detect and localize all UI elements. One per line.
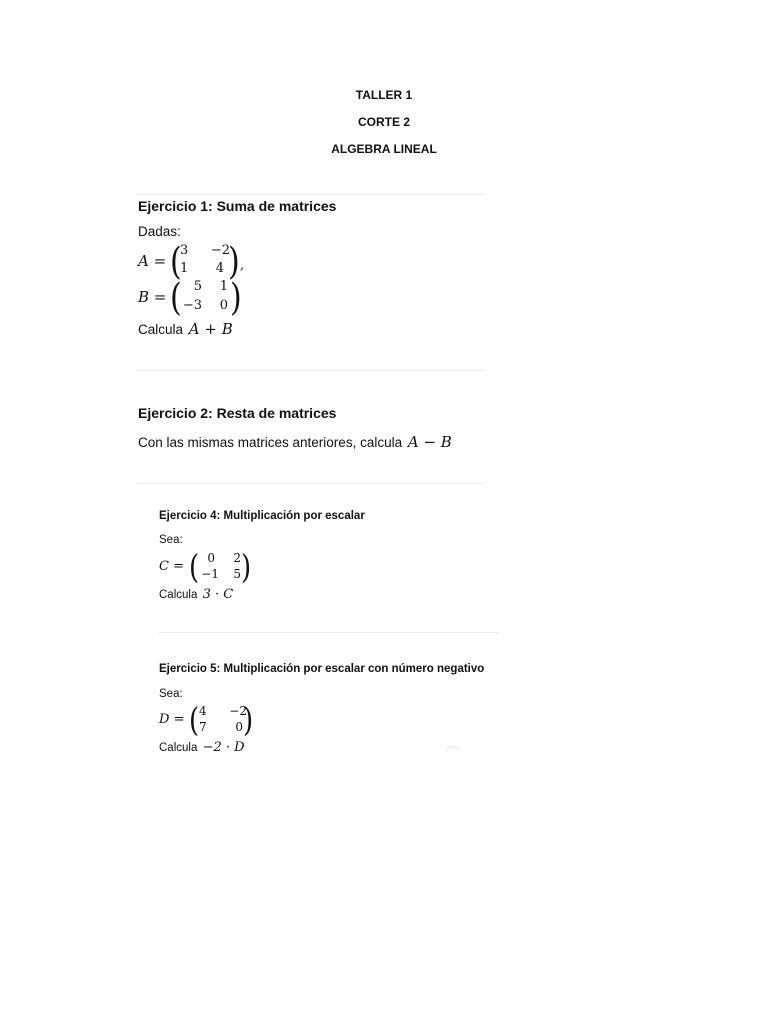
matrix-a-cell: 3 xyxy=(180,243,189,258)
matrix-d-cell: 0 xyxy=(235,720,243,734)
exercise-1-given-label: Dadas: xyxy=(138,224,181,239)
doc-title-subject: ALGEBRA LINEAL xyxy=(331,142,437,156)
matrix-b-cell: −3 xyxy=(182,298,202,313)
exercise-5-given-label: Sea: xyxy=(159,688,183,700)
matrix-d-right-paren: ) xyxy=(243,702,254,740)
exercise-2-expression: A − B xyxy=(407,433,452,451)
matrix-d-left-paren: ( xyxy=(189,702,200,740)
section-divider xyxy=(137,483,485,484)
exercise-1-title: Ejercicio 1: Suma de matrices xyxy=(138,198,337,214)
exercise-2-instruction xyxy=(138,433,452,451)
exercise-5-instruction xyxy=(159,740,245,755)
matrix-b xyxy=(170,276,246,320)
exercise-2-title: Ejercicio 2: Resta de matrices xyxy=(138,405,337,421)
matrix-a-right-paren: ) xyxy=(228,240,240,284)
exercise-4-given-label: Sea: xyxy=(159,534,183,546)
matrix-a-left-paren: ( xyxy=(170,240,182,284)
matrix-d-equation: D = xyxy=(159,712,185,727)
faint-arc-decoration xyxy=(444,746,462,757)
matrix-a-equation: A = xyxy=(138,252,167,270)
matrix-d-cell: 4 xyxy=(199,704,207,718)
matrix-b-cell: 1 xyxy=(219,279,228,294)
matrix-b-cell: 5 xyxy=(193,279,202,294)
exercise-5-title: Ejercicio 5: Multiplicación por escalar con número negativo xyxy=(159,663,485,675)
calc-label: Calcula xyxy=(159,742,198,754)
matrix-c xyxy=(189,549,259,585)
matrix-c-name: C xyxy=(159,559,169,574)
matrix-a-name: A xyxy=(138,252,149,270)
matrix-c-left-paren: ( xyxy=(189,549,200,587)
exercise-1-instruction xyxy=(138,320,233,338)
section-divider xyxy=(137,194,485,195)
matrix-d xyxy=(189,702,259,738)
calc-label: Calcula xyxy=(138,322,184,337)
matrix-a-separator: , xyxy=(240,258,245,273)
section-divider xyxy=(137,370,485,371)
matrix-b-right-paren: ) xyxy=(230,276,242,320)
exercise-4-title: Ejercicio 4: Multiplicación por escalar xyxy=(159,510,365,522)
exercise-4-instruction xyxy=(159,587,233,602)
matrix-b-left-paren: ( xyxy=(170,276,182,320)
matrix-c-cell: −1 xyxy=(201,567,219,581)
doc-title-taller: TALLER 1 xyxy=(355,88,413,102)
matrix-c-cell: 2 xyxy=(233,551,241,565)
matrix-c-right-paren: ) xyxy=(241,549,252,587)
exercise-4-expression: 3 · C xyxy=(202,587,234,602)
matrix-a-cell: −2 xyxy=(210,243,230,258)
matrix-b-equation: B = xyxy=(138,288,167,306)
section-divider xyxy=(159,632,499,633)
matrix-c-cell: 0 xyxy=(207,551,215,565)
doc-title-corte: CORTE 2 xyxy=(357,115,410,129)
matrix-d-cell: 7 xyxy=(199,720,207,734)
matrix-d-cell: −2 xyxy=(229,704,247,718)
matrix-a xyxy=(170,240,246,284)
matrix-b-cell: 0 xyxy=(219,298,228,313)
exercise-1-expression: A + B xyxy=(188,320,233,338)
matrix-b-name: B xyxy=(138,288,150,306)
matrix-a-cell: 1 xyxy=(180,261,189,276)
exercise-5-expression: −2 · D xyxy=(202,740,245,755)
matrix-c-cell: 5 xyxy=(233,567,241,581)
matrix-d-name: D xyxy=(159,712,170,727)
calc-label: Calcula xyxy=(159,589,198,601)
matrix-c-equation: C = xyxy=(159,559,184,574)
exercise-2-text: Con las mismas matrices anteriores, calcula xyxy=(138,435,403,450)
matrix-a-cell: 4 xyxy=(215,261,224,276)
